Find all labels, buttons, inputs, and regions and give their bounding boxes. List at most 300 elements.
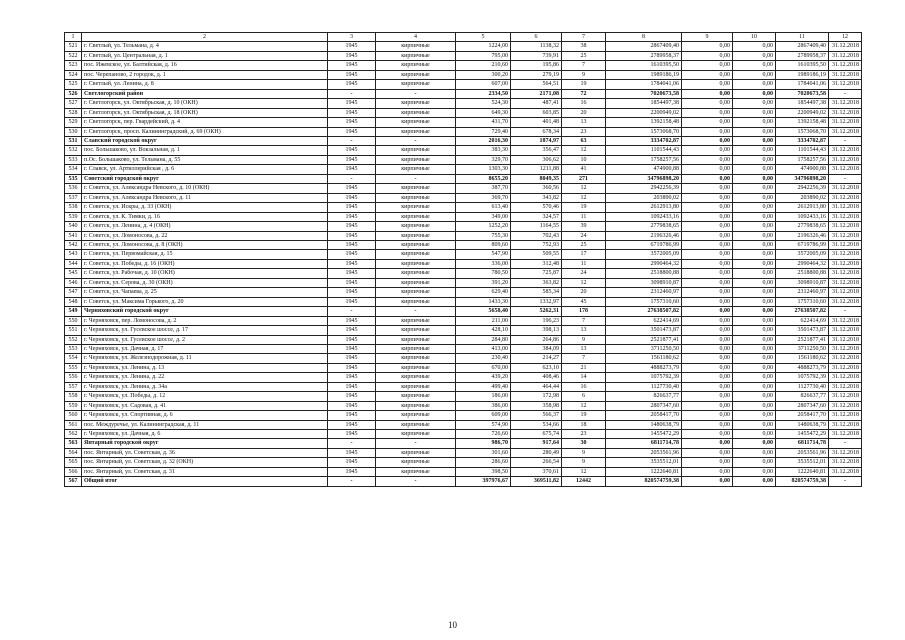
table-cell: кирпичные bbox=[376, 458, 456, 467]
table-cell: 2518800,88 bbox=[606, 269, 682, 278]
table-cell: 544 bbox=[65, 259, 82, 268]
table-cell: 6811714,78 bbox=[776, 439, 829, 448]
header-cell: 12 bbox=[829, 33, 862, 42]
table-cell: 986,70 bbox=[456, 439, 511, 448]
table-cell: кирпичные bbox=[376, 51, 456, 60]
table-cell: 12 bbox=[562, 467, 606, 476]
table-cell: 551 bbox=[65, 326, 82, 335]
table-row bbox=[65, 127, 862, 136]
table-cell: 0,00 bbox=[682, 401, 733, 410]
table-cell: 1945 bbox=[328, 278, 376, 287]
table-cell: 550 bbox=[65, 316, 82, 325]
table-cell: - bbox=[328, 477, 376, 486]
table-cell: 0,00 bbox=[682, 136, 733, 145]
table-cell: - bbox=[376, 89, 456, 98]
table-cell: 729,40 bbox=[456, 127, 511, 136]
table-cell: 13 bbox=[562, 118, 606, 127]
table-cell: 613,40 bbox=[456, 203, 511, 212]
table-cell: 0,00 bbox=[733, 193, 776, 202]
table-cell: 629,40 bbox=[456, 288, 511, 297]
table-cell: 0,00 bbox=[733, 89, 776, 98]
table-cell: 0,00 bbox=[682, 477, 733, 486]
table-cell: г. Черняховск, ул. Гусевское шоссе, д. 17 bbox=[82, 326, 328, 335]
table-row bbox=[65, 458, 862, 467]
table-row bbox=[65, 467, 862, 476]
table-cell: 1222640,81 bbox=[606, 467, 682, 476]
table-cell: 525 bbox=[65, 80, 82, 89]
table-cell: 0,00 bbox=[733, 316, 776, 325]
table-cell: 6811714,78 bbox=[606, 439, 682, 448]
table-cell: 2807347,60 bbox=[776, 401, 829, 410]
table-cell: кирпичные bbox=[376, 108, 456, 117]
table-cell: 16 bbox=[562, 99, 606, 108]
table-row bbox=[65, 297, 862, 306]
table-cell: 0,00 bbox=[733, 80, 776, 89]
table-cell: 286,60 bbox=[456, 458, 511, 467]
table-cell: 559 bbox=[65, 401, 82, 410]
table-cell: 0,00 bbox=[733, 363, 776, 372]
table-cell: кирпичные bbox=[376, 61, 456, 70]
table-cell: кирпичные bbox=[376, 430, 456, 439]
table-cell: 499,40 bbox=[456, 382, 511, 391]
table-cell: 300,20 bbox=[456, 70, 511, 79]
table-cell: 1945 bbox=[328, 118, 376, 127]
table-cell: 0,00 bbox=[733, 259, 776, 268]
table-cell: 3535512,01 bbox=[776, 458, 829, 467]
table-cell: 31.12.2018 bbox=[829, 165, 862, 174]
table-cell: 2942256,39 bbox=[606, 184, 682, 193]
table-cell: кирпичные bbox=[376, 401, 456, 410]
table-cell: 0,00 bbox=[682, 458, 733, 467]
table-cell: 0,00 bbox=[733, 344, 776, 353]
table-cell: 535 bbox=[65, 174, 82, 183]
table-cell: 539 bbox=[65, 212, 82, 221]
table-cell: 554 bbox=[65, 354, 82, 363]
table-cell: 31.12.2018 bbox=[829, 240, 862, 249]
table-cell: 31.12.2018 bbox=[829, 61, 862, 70]
table-cell: кирпичные bbox=[376, 278, 456, 287]
table-cell: 0,00 bbox=[682, 165, 733, 174]
table-cell: 521 bbox=[65, 42, 82, 51]
table-cell: 1945 bbox=[328, 326, 376, 335]
table-cell: 3711250,50 bbox=[776, 344, 829, 353]
table-row bbox=[65, 354, 862, 363]
table-cell: 623,10 bbox=[511, 363, 562, 372]
table-row bbox=[65, 420, 862, 429]
table-cell: 6 bbox=[562, 392, 606, 401]
table-cell: 820574759,38 bbox=[776, 477, 829, 486]
table-cell: 0,00 bbox=[682, 363, 733, 372]
table-cell: 1989186,19 bbox=[606, 70, 682, 79]
table-cell: 564 bbox=[65, 448, 82, 457]
table-cell: 1784041,06 bbox=[606, 80, 682, 89]
header-cell: 5 bbox=[456, 33, 511, 42]
table-row bbox=[65, 278, 862, 287]
table-cell: 1945 bbox=[328, 420, 376, 429]
table-cell: 25 bbox=[562, 240, 606, 249]
table-cell: 431,70 bbox=[456, 118, 511, 127]
table-cell: 4888273,79 bbox=[606, 363, 682, 372]
table-cell: 702,43 bbox=[511, 231, 562, 240]
table-cell: 1874,97 bbox=[511, 136, 562, 145]
table-cell: 0,00 bbox=[682, 439, 733, 448]
table-cell: 609,00 bbox=[456, 411, 511, 420]
table-cell: кирпичные bbox=[376, 231, 456, 240]
table-cell: 178 bbox=[562, 307, 606, 316]
table-cell: 31.12.2018 bbox=[829, 420, 862, 429]
table-cell: 306,62 bbox=[511, 155, 562, 164]
table-cell: 20 bbox=[562, 288, 606, 297]
table-cell: 1945 bbox=[328, 354, 376, 363]
table-row bbox=[65, 344, 862, 353]
table-cell: пос. Янтарный, ул. Советская, д. 31 bbox=[82, 467, 328, 476]
table-cell: 31.12.2018 bbox=[829, 99, 862, 108]
register-table bbox=[64, 32, 862, 487]
table-cell: 0,00 bbox=[733, 61, 776, 70]
table-cell: 524,30 bbox=[456, 99, 511, 108]
table-cell: кирпичные bbox=[376, 288, 456, 297]
table-cell: п.Ос. Большаково, ул. Тельмана, д. 55 bbox=[82, 155, 328, 164]
table-cell: г. Советск, ул. Рабочая, д. 10 (ОКН) bbox=[82, 269, 328, 278]
table-row bbox=[65, 448, 862, 457]
table-cell: 0,00 bbox=[733, 392, 776, 401]
table-cell: 31.12.2018 bbox=[829, 373, 862, 382]
table-cell: г. Советск, ул. Первомайская, д. 15 bbox=[82, 250, 328, 259]
table-cell: г. Советск, ул. Серова, д. 30 (ОКН) bbox=[82, 278, 328, 287]
table-cell: 809,60 bbox=[456, 240, 511, 249]
table-cell: 31.12.2018 bbox=[829, 118, 862, 127]
table-cell: 2612913,80 bbox=[606, 203, 682, 212]
table-cell: 2789958,37 bbox=[776, 51, 829, 60]
table-cell: 0,00 bbox=[682, 344, 733, 353]
table-cell: 1784041,06 bbox=[776, 80, 829, 89]
table-row bbox=[65, 99, 862, 108]
table-cell: 2807347,60 bbox=[606, 401, 682, 410]
table-cell: 1392158,48 bbox=[606, 118, 682, 127]
table-cell: 522 bbox=[65, 51, 82, 60]
table-cell: 19 bbox=[562, 80, 606, 89]
table-cell: 530 bbox=[65, 127, 82, 136]
table-row bbox=[65, 212, 862, 221]
table-cell: 3098910,87 bbox=[776, 278, 829, 287]
table-cell: 7020673,58 bbox=[776, 89, 829, 98]
header-cell: 4 bbox=[376, 33, 456, 42]
table-cell: 7 bbox=[562, 354, 606, 363]
table-cell: г. Светлогорск, пер. Гвардейский, д. 4 bbox=[82, 118, 328, 127]
table-cell: 2312460,97 bbox=[606, 288, 682, 297]
table-cell: 0,00 bbox=[682, 203, 733, 212]
table-cell: 0,00 bbox=[682, 297, 733, 306]
table-cell: 31.12.2018 bbox=[829, 42, 862, 51]
table-cell: 0,00 bbox=[682, 250, 733, 259]
table-cell: 3572005,09 bbox=[776, 250, 829, 259]
table-cell: 214,27 bbox=[511, 354, 562, 363]
table-cell: 1945 bbox=[328, 430, 376, 439]
table-cell: 0,00 bbox=[733, 458, 776, 467]
table-row bbox=[65, 326, 862, 335]
table-cell: 1945 bbox=[328, 193, 376, 202]
table-cell: 546 bbox=[65, 278, 82, 287]
table-row bbox=[65, 316, 862, 325]
table-cell: 0,00 bbox=[733, 240, 776, 249]
table-cell: 1945 bbox=[328, 335, 376, 344]
table-cell: 3501473,87 bbox=[776, 326, 829, 335]
table-cell: 564,51 bbox=[511, 80, 562, 89]
table-row bbox=[65, 250, 862, 259]
table-cell: 0,00 bbox=[682, 240, 733, 249]
table-cell: г. Черняховск, ул. Победы, д. 12 bbox=[82, 392, 328, 401]
table-row bbox=[65, 51, 862, 60]
table-cell: кирпичные bbox=[376, 184, 456, 193]
table-cell: кирпичные bbox=[376, 118, 456, 127]
table-cell: 2867409,40 bbox=[606, 42, 682, 51]
table-cell: 1332,97 bbox=[511, 297, 562, 306]
table-cell: кирпичные bbox=[376, 212, 456, 221]
table-cell: 0,00 bbox=[682, 382, 733, 391]
table-cell: 1211,88 bbox=[511, 165, 562, 174]
table-cell: кирпичные bbox=[376, 392, 456, 401]
table-cell: 1092433,16 bbox=[776, 212, 829, 221]
header-cell: 1 bbox=[65, 33, 82, 42]
table-cell: 0,00 bbox=[733, 99, 776, 108]
table-cell: 1945 bbox=[328, 316, 376, 325]
table-row bbox=[65, 184, 862, 193]
table-cell: 10 bbox=[562, 155, 606, 164]
table-cell: 398,13 bbox=[511, 326, 562, 335]
table-cell: кирпичные bbox=[376, 326, 456, 335]
table-cell: 3572005,09 bbox=[606, 250, 682, 259]
table-cell: 31.12.2018 bbox=[829, 203, 862, 212]
table-cell: 1945 bbox=[328, 127, 376, 136]
table-cell: Светлогорский район bbox=[82, 89, 328, 98]
table-row bbox=[65, 108, 862, 117]
table-cell: 31.12.2018 bbox=[829, 146, 862, 155]
table-cell: 826637,77 bbox=[776, 392, 829, 401]
table-cell: кирпичные bbox=[376, 70, 456, 79]
table-cell: 1945 bbox=[328, 212, 376, 221]
table-cell: - bbox=[376, 174, 456, 183]
table-cell: 1945 bbox=[328, 146, 376, 155]
table-cell: 13 bbox=[562, 344, 606, 353]
table-cell: 566,37 bbox=[511, 411, 562, 420]
table-cell: 0,00 bbox=[682, 155, 733, 164]
table-cell: 536 bbox=[65, 184, 82, 193]
table-cell: г. Черняховск, ул. Ленина, д. 34а bbox=[82, 382, 328, 391]
table-row bbox=[65, 70, 862, 79]
table-cell: 383,30 bbox=[456, 146, 511, 155]
table-cell: 271 bbox=[562, 174, 606, 183]
table-cell: кирпичные bbox=[376, 420, 456, 429]
table-cell: 622414,69 bbox=[606, 316, 682, 325]
table-cell: 1945 bbox=[328, 448, 376, 457]
table-cell: 0,00 bbox=[682, 193, 733, 202]
table-cell: 534,66 bbox=[511, 420, 562, 429]
table-cell: 31.12.2018 bbox=[829, 316, 862, 325]
table-cell: 1945 bbox=[328, 344, 376, 353]
table-cell: 0,00 bbox=[682, 42, 733, 51]
table-cell: 487,41 bbox=[511, 99, 562, 108]
table-cell: - bbox=[829, 89, 862, 98]
table-cell: 14 bbox=[562, 373, 606, 382]
table-cell: 547,90 bbox=[456, 250, 511, 259]
table-cell: 0,00 bbox=[682, 89, 733, 98]
table-cell: 1945 bbox=[328, 61, 376, 70]
table-cell: 12 bbox=[562, 146, 606, 155]
table-cell: кирпичные bbox=[376, 259, 456, 268]
table-cell: г. Советск, ул. Ленина, д. 4 (ОКН) bbox=[82, 222, 328, 231]
table-cell: 0,00 bbox=[682, 80, 733, 89]
table-cell: 0,00 bbox=[733, 155, 776, 164]
table-cell: 31.12.2018 bbox=[829, 467, 862, 476]
subtotal-row bbox=[65, 307, 862, 316]
table-cell: 557 bbox=[65, 382, 82, 391]
table-cell: г. Черняховск, ул. Спортивная, д. 6 bbox=[82, 411, 328, 420]
header-cell: 10 bbox=[733, 33, 776, 42]
table-cell: кирпичные bbox=[376, 42, 456, 51]
header-row bbox=[65, 33, 862, 42]
table-cell: 3098910,87 bbox=[606, 278, 682, 287]
table-cell: 12 bbox=[562, 401, 606, 410]
table-cell: 1101544,43 bbox=[776, 146, 829, 155]
table-cell: г. Советск, ул. Победы, д. 16 (ОКН) bbox=[82, 259, 328, 268]
table-cell: кирпичные bbox=[376, 222, 456, 231]
table-cell: 25 bbox=[562, 51, 606, 60]
table-cell: 0,00 bbox=[733, 288, 776, 297]
table-cell: г. Советск, ул. Ломоносова, д. 8 (ОКН) bbox=[82, 240, 328, 249]
table-cell: 31.12.2018 bbox=[829, 269, 862, 278]
table-cell: 9 bbox=[562, 335, 606, 344]
table-cell: 0,00 bbox=[682, 146, 733, 155]
table-cell: 7020673,58 bbox=[606, 89, 682, 98]
table-cell: 603,85 bbox=[511, 108, 562, 117]
table-cell: 0,00 bbox=[682, 335, 733, 344]
table-cell: 0,00 bbox=[733, 165, 776, 174]
table-cell: 0,00 bbox=[682, 448, 733, 457]
table-cell: г. Светлогорск, просп. Калининградский, д. 69 (ОКН) bbox=[82, 127, 328, 136]
table-cell: 1945 bbox=[328, 99, 376, 108]
table-cell: - bbox=[328, 307, 376, 316]
table-cell: кирпичные bbox=[376, 193, 456, 202]
table-cell: 0,00 bbox=[733, 401, 776, 410]
table-cell: пос. Янтарный, ул. Советская, д. 36 bbox=[82, 448, 328, 457]
table-cell: 675,74 bbox=[511, 430, 562, 439]
table-cell: кирпичные bbox=[376, 467, 456, 476]
table-cell: 31.12.2018 bbox=[829, 70, 862, 79]
table-cell: 31.12.2018 bbox=[829, 297, 862, 306]
table-cell: кирпичные bbox=[376, 354, 456, 363]
table-cell: г. Черняховск, ул. Гусевское шоссе, д. 2 bbox=[82, 335, 328, 344]
table-cell: 0,00 bbox=[733, 127, 776, 136]
table-cell: 0,00 bbox=[733, 231, 776, 240]
table-cell: 527 bbox=[65, 99, 82, 108]
table-row bbox=[65, 430, 862, 439]
table-cell: 2789958,37 bbox=[606, 51, 682, 60]
table-cell: 0,00 bbox=[733, 297, 776, 306]
table-cell: кирпичные bbox=[376, 297, 456, 306]
table-cell: 1945 bbox=[328, 392, 376, 401]
table-cell: г. Светлый, ул. Ленина, д. 8 bbox=[82, 80, 328, 89]
table-cell: 2200949,02 bbox=[776, 108, 829, 117]
subtotal-row bbox=[65, 439, 862, 448]
table-cell: г. Черняховск, ул. Дачная, д. 6 bbox=[82, 430, 328, 439]
grand-total-row bbox=[65, 477, 862, 486]
table-cell: 1561180,62 bbox=[606, 354, 682, 363]
table-cell: г. Черняховск, пер. Ломоносова, д. 2 bbox=[82, 316, 328, 325]
table-cell: 1945 bbox=[328, 401, 376, 410]
table-cell: кирпичные bbox=[376, 203, 456, 212]
table-row bbox=[65, 411, 862, 420]
table-cell: 401,48 bbox=[511, 118, 562, 127]
table-cell: 0,00 bbox=[682, 222, 733, 231]
table-cell: 312,48 bbox=[511, 259, 562, 268]
table-cell: 558 bbox=[65, 392, 82, 401]
table-cell: 2058417,70 bbox=[776, 411, 829, 420]
header-cell: 6 bbox=[511, 33, 562, 42]
table-cell: 31.12.2018 bbox=[829, 231, 862, 240]
table-cell: 72 bbox=[562, 89, 606, 98]
header-cell: 7 bbox=[562, 33, 606, 42]
table-cell: 17 bbox=[562, 250, 606, 259]
table-cell: 12 bbox=[562, 193, 606, 202]
table-cell: 11 bbox=[562, 259, 606, 268]
table-cell: 39 bbox=[562, 222, 606, 231]
table-cell: г. Черняховск, ул. Ленина, д. 13 bbox=[82, 363, 328, 372]
table-cell: 2171,08 bbox=[511, 89, 562, 98]
table-cell: 1945 bbox=[328, 165, 376, 174]
table-cell: 31.12.2018 bbox=[829, 212, 862, 221]
table-cell: 561 bbox=[65, 420, 82, 429]
table-cell: 4888273,79 bbox=[776, 363, 829, 372]
table-row bbox=[65, 165, 862, 174]
table-cell: 739,91 bbox=[511, 51, 562, 60]
table-cell: 585,34 bbox=[511, 288, 562, 297]
table-cell: 356,47 bbox=[511, 146, 562, 155]
table-row bbox=[65, 269, 862, 278]
table-cell: пос. Ижевское, ул. Балтийская, д. 16 bbox=[82, 61, 328, 70]
table-cell: 31.12.2018 bbox=[829, 392, 862, 401]
table-cell: 1075792,39 bbox=[606, 373, 682, 382]
table-cell: 0,00 bbox=[733, 269, 776, 278]
table-cell: 755,30 bbox=[456, 231, 511, 240]
table-cell: 2521877,41 bbox=[776, 335, 829, 344]
table-cell: 553 bbox=[65, 344, 82, 353]
table-cell: 31.12.2018 bbox=[829, 193, 862, 202]
header-cell: 9 bbox=[682, 33, 733, 42]
table-cell: 387,70 bbox=[456, 184, 511, 193]
table-cell: - bbox=[829, 136, 862, 145]
table-cell: 1945 bbox=[328, 184, 376, 193]
table-cell: Советский городской округ bbox=[82, 174, 328, 183]
table-cell: кирпичные bbox=[376, 165, 456, 174]
table-cell: 649,30 bbox=[456, 108, 511, 117]
table-cell: 6719786,99 bbox=[606, 240, 682, 249]
table-cell: 474900,88 bbox=[606, 165, 682, 174]
table-cell: 1945 bbox=[328, 382, 376, 391]
table-cell: 529 bbox=[65, 118, 82, 127]
table-cell: 203890,02 bbox=[776, 193, 829, 202]
table-row bbox=[65, 193, 862, 202]
table-cell: 0,00 bbox=[733, 335, 776, 344]
table-cell: 509,55 bbox=[511, 250, 562, 259]
table-cell: 2334,50 bbox=[456, 89, 511, 98]
table-cell: 31.12.2018 bbox=[829, 288, 862, 297]
table-cell: 2016,30 bbox=[456, 136, 511, 145]
table-cell: 548 bbox=[65, 297, 82, 306]
table-cell: кирпичные bbox=[376, 240, 456, 249]
table-cell: 0,00 bbox=[682, 61, 733, 70]
table-cell: 31.12.2018 bbox=[829, 363, 862, 372]
table-cell: 1989186,19 bbox=[776, 70, 829, 79]
